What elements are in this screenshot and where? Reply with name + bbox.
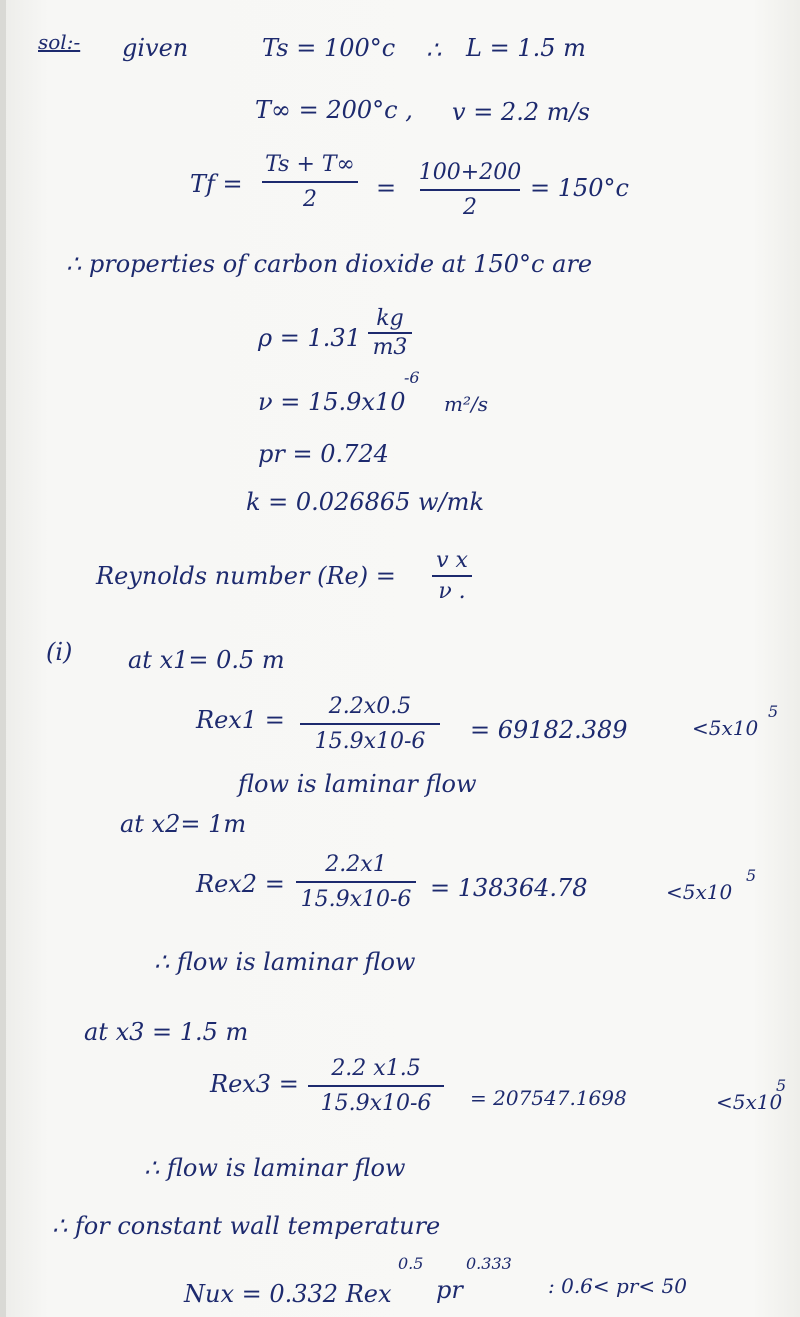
case3-compare-exp: 5 bbox=[776, 1076, 787, 1095]
properties-heading: ∴ properties of carbon dioxide at 150°c are bbox=[66, 250, 593, 278]
nusselt-heading: ∴ for constant wall temperature bbox=[52, 1212, 441, 1240]
fraction-bar bbox=[432, 575, 472, 577]
case1-den: 15.9x10-6 bbox=[314, 729, 426, 754]
given-label: given bbox=[122, 34, 189, 62]
prop-nu-unit: m²/s bbox=[444, 392, 488, 416]
given-velocity: v = 2.2 m/s bbox=[452, 98, 590, 126]
reynolds-fraction bbox=[432, 548, 472, 604]
reynolds-den: ν . bbox=[438, 579, 466, 604]
tf-result: = 150°c bbox=[530, 174, 629, 202]
rho-unit-den: m3 bbox=[372, 335, 408, 360]
tf-denominator: 2 bbox=[303, 187, 317, 212]
case2-den: 15.9x10-6 bbox=[300, 887, 412, 912]
tf-fraction-values bbox=[420, 160, 520, 220]
tf-lhs: Tf = bbox=[190, 170, 243, 198]
rho-unit-num: kg bbox=[376, 306, 404, 331]
case3-at: at x3 = 1.5 m bbox=[84, 1018, 249, 1046]
given-tinf: T∞ = 200°c , bbox=[255, 96, 413, 124]
case2-fraction bbox=[296, 852, 416, 912]
nusselt-exp2: 0.333 bbox=[466, 1254, 512, 1273]
case2-lhs: Rex2 = bbox=[196, 870, 285, 898]
tf-numerator-values: 100+200 bbox=[418, 160, 522, 185]
case1-note: flow is laminar flow bbox=[238, 770, 477, 798]
tf-fraction bbox=[262, 152, 358, 212]
solution-label: sol:- bbox=[38, 30, 81, 54]
case2-result: = 138364.78 bbox=[430, 874, 588, 902]
case3-lhs: Rex3 = bbox=[210, 1070, 299, 1098]
given-length: L = 1.5 m bbox=[466, 34, 586, 62]
fraction-bar bbox=[420, 189, 520, 191]
case1-lhs: Rex1 = bbox=[196, 706, 285, 734]
tf-numerator: Ts + T∞ bbox=[265, 152, 355, 177]
fraction-bar bbox=[368, 332, 412, 334]
case1-compare-exp: 5 bbox=[768, 702, 779, 721]
prop-rho: ρ = 1.31 bbox=[258, 324, 361, 352]
case1-tag: (i) bbox=[46, 638, 73, 666]
case1-fraction bbox=[300, 694, 440, 754]
case3-fraction bbox=[308, 1056, 444, 1116]
prop-pr: pr = 0.724 bbox=[258, 440, 389, 468]
case2-at: at x2= 1m bbox=[120, 810, 247, 838]
case3-result: = 207547.1698 bbox=[470, 1086, 627, 1110]
case1-result: = 69182.389 bbox=[470, 716, 628, 744]
fraction-bar bbox=[262, 181, 358, 183]
nusselt-exp1: 0.5 bbox=[398, 1254, 424, 1273]
case3-den: 15.9x10-6 bbox=[320, 1091, 432, 1116]
case2-note: ∴ flow is laminar flow bbox=[154, 948, 416, 976]
reynolds-num: v x bbox=[436, 548, 468, 573]
given-ts: Ts = 100°c bbox=[262, 34, 396, 62]
case1-compare: <5x10 bbox=[692, 716, 759, 740]
prop-nu-exponent: -6 bbox=[404, 368, 420, 387]
prop-nu: ν = 15.9x10 bbox=[258, 388, 406, 416]
tf-denominator-values: 2 bbox=[463, 195, 477, 220]
fraction-bar bbox=[308, 1085, 444, 1087]
nusselt-pr: pr bbox=[436, 1276, 463, 1304]
fraction-bar bbox=[296, 881, 416, 883]
binding-shadow bbox=[0, 0, 6, 1317]
case3-compare: <5x10 bbox=[716, 1090, 783, 1114]
nusselt-range: : 0.6< pr< 50 bbox=[548, 1274, 687, 1298]
case2-compare-exp: 5 bbox=[746, 866, 757, 885]
nusselt-lhs: Nux = 0.332 Rex bbox=[184, 1280, 392, 1308]
reynolds-label: Reynolds number (Re) = bbox=[96, 562, 396, 590]
prop-k: k = 0.026865 w/mk bbox=[246, 488, 484, 516]
case3-note: ∴ flow is laminar flow bbox=[144, 1154, 406, 1182]
tf-equals: = bbox=[376, 174, 397, 202]
case2-compare: <5x10 bbox=[666, 880, 733, 904]
rho-unit bbox=[368, 306, 412, 360]
case2-num: 2.2x1 bbox=[325, 852, 387, 877]
case3-num: 2.2 x1.5 bbox=[331, 1056, 421, 1081]
case1-at: at x1= 0.5 m bbox=[128, 646, 285, 674]
case1-num: 2.2x0.5 bbox=[328, 694, 412, 719]
given-therefore: ∴ bbox=[426, 36, 442, 64]
fraction-bar bbox=[300, 723, 440, 725]
